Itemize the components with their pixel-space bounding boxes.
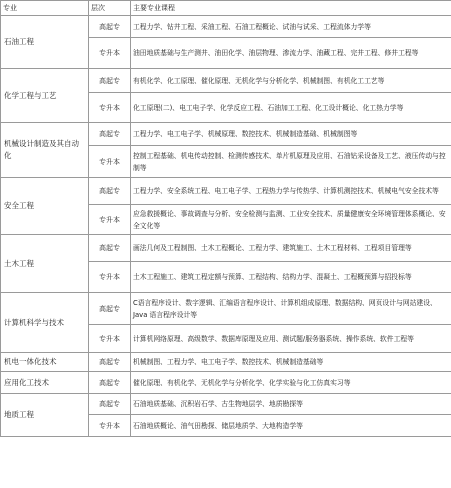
courses-cell: 催化原理、有机化学、无机化学与分析化学、化学实验与化工仿真实习等: [131, 372, 451, 394]
major-name: 地质工程: [1, 394, 89, 437]
courses-cell: 有机化学、化工原理、催化原理、无机化学与分析化学、机械制图、有机化工工艺等: [131, 69, 451, 93]
major-name: 机电一体化技术: [1, 353, 89, 372]
courses-cell: 化工原理(二)、电工电子学、化学反应工程、石油加工工程、化工设计概论、化工热力学等: [131, 93, 451, 123]
table-row: [1, 293, 451, 325]
level-cell: 高起专: [89, 353, 131, 372]
table-row: [1, 235, 451, 262]
table-row: [1, 123, 451, 146]
table-row: [1, 178, 451, 205]
courses-cell: 油田地质基础与生产测井、油田化学、油层物理、渗流力学、油藏工程、完井工程、修井工程等: [131, 38, 451, 69]
level-cell: 高起专: [89, 394, 131, 415]
level-cell: 专升本: [89, 325, 131, 353]
level-cell: 高起专: [89, 372, 131, 394]
major-name: 机械设计制造及其自动化: [1, 123, 89, 178]
courses-cell: 石油地质概论、油气田勘探、储层地质学、大地构造学等: [131, 415, 451, 437]
courses-cell: 控制工程基础、机电传动控制、检测传感技术、单片机原理及应用、石油钻采设备及工艺、液压传动与控制等: [131, 146, 451, 178]
level-cell: 高起专: [89, 293, 131, 325]
level-cell: 高起专: [89, 235, 131, 262]
courses-cell: C语言程序设计、数字逻辑、汇编语言程序设计、计算机组成原理、数据结构、网页设计与网站建设、Java 语言程序设计等: [131, 293, 451, 325]
level-cell: 专升本: [89, 93, 131, 123]
level-cell: 专升本: [89, 415, 131, 437]
major-name: 土木工程: [1, 235, 89, 293]
courses-cell: 应急救援概论、事故调查与分析、安全检测与监测、工业安全技术、质量健康安全环境管理体系概论、安全文化等: [131, 205, 451, 235]
table-row: [1, 16, 451, 38]
courses-cell: 石油地质基础、沉积岩石学、古生物地层学、地质勘探等: [131, 394, 451, 415]
table-header-row: [1, 1, 451, 16]
courses-cell: 土木工程施工、建筑工程定额与预算、工程结构、结构力学、混凝土、工程概预算与招投标等: [131, 262, 451, 293]
table-row: [1, 372, 451, 394]
header-major: 专业: [1, 1, 89, 16]
level-cell: 高起专: [89, 123, 131, 146]
table-row: [1, 394, 451, 415]
courses-cell: 工程力学、电工电子学、机械原理、数控技术、机械制造基础、机械制图等: [131, 123, 451, 146]
level-cell: 专升本: [89, 205, 131, 235]
level-cell: 高起专: [89, 69, 131, 93]
major-name: 化学工程与工艺: [1, 69, 89, 123]
table-row: [1, 69, 451, 93]
courses-cell: 工程力学、钻井工程、采油工程、石油工程概论、试油与试采、工程流体力学等: [131, 16, 451, 38]
level-cell: 高起专: [89, 178, 131, 205]
level-cell: 高起专: [89, 16, 131, 38]
major-name: 计算机科学与技术: [1, 293, 89, 353]
level-cell: 专升本: [89, 146, 131, 178]
header-level: 层次: [89, 1, 131, 16]
table-row: [1, 353, 451, 372]
level-cell: 专升本: [89, 262, 131, 293]
courses-cell: 计算机网络原理、高级数学、数据库原理及应用、测试题/服务器系统、操作系统、软件工程等: [131, 325, 451, 353]
major-name: 石油工程: [1, 16, 89, 69]
courses-cell: 工程力学、安全系统工程、电工电子学、工程热力学与传热学、计算机测控技术、机械电气安全技术等: [131, 178, 451, 205]
header-courses: 主要专业课程: [131, 1, 451, 16]
courses-cell: 画法几何及工程制图、土木工程概论、工程力学、建筑施工、土木工程材料、工程项目管理等: [131, 235, 451, 262]
major-name: 安全工程: [1, 178, 89, 235]
level-cell: 专升本: [89, 38, 131, 69]
major-name: 应用化工技术: [1, 372, 89, 394]
courses-cell: 机械制图、工程力学、电工电子学、数控技术、机械制造基础等: [131, 353, 451, 372]
